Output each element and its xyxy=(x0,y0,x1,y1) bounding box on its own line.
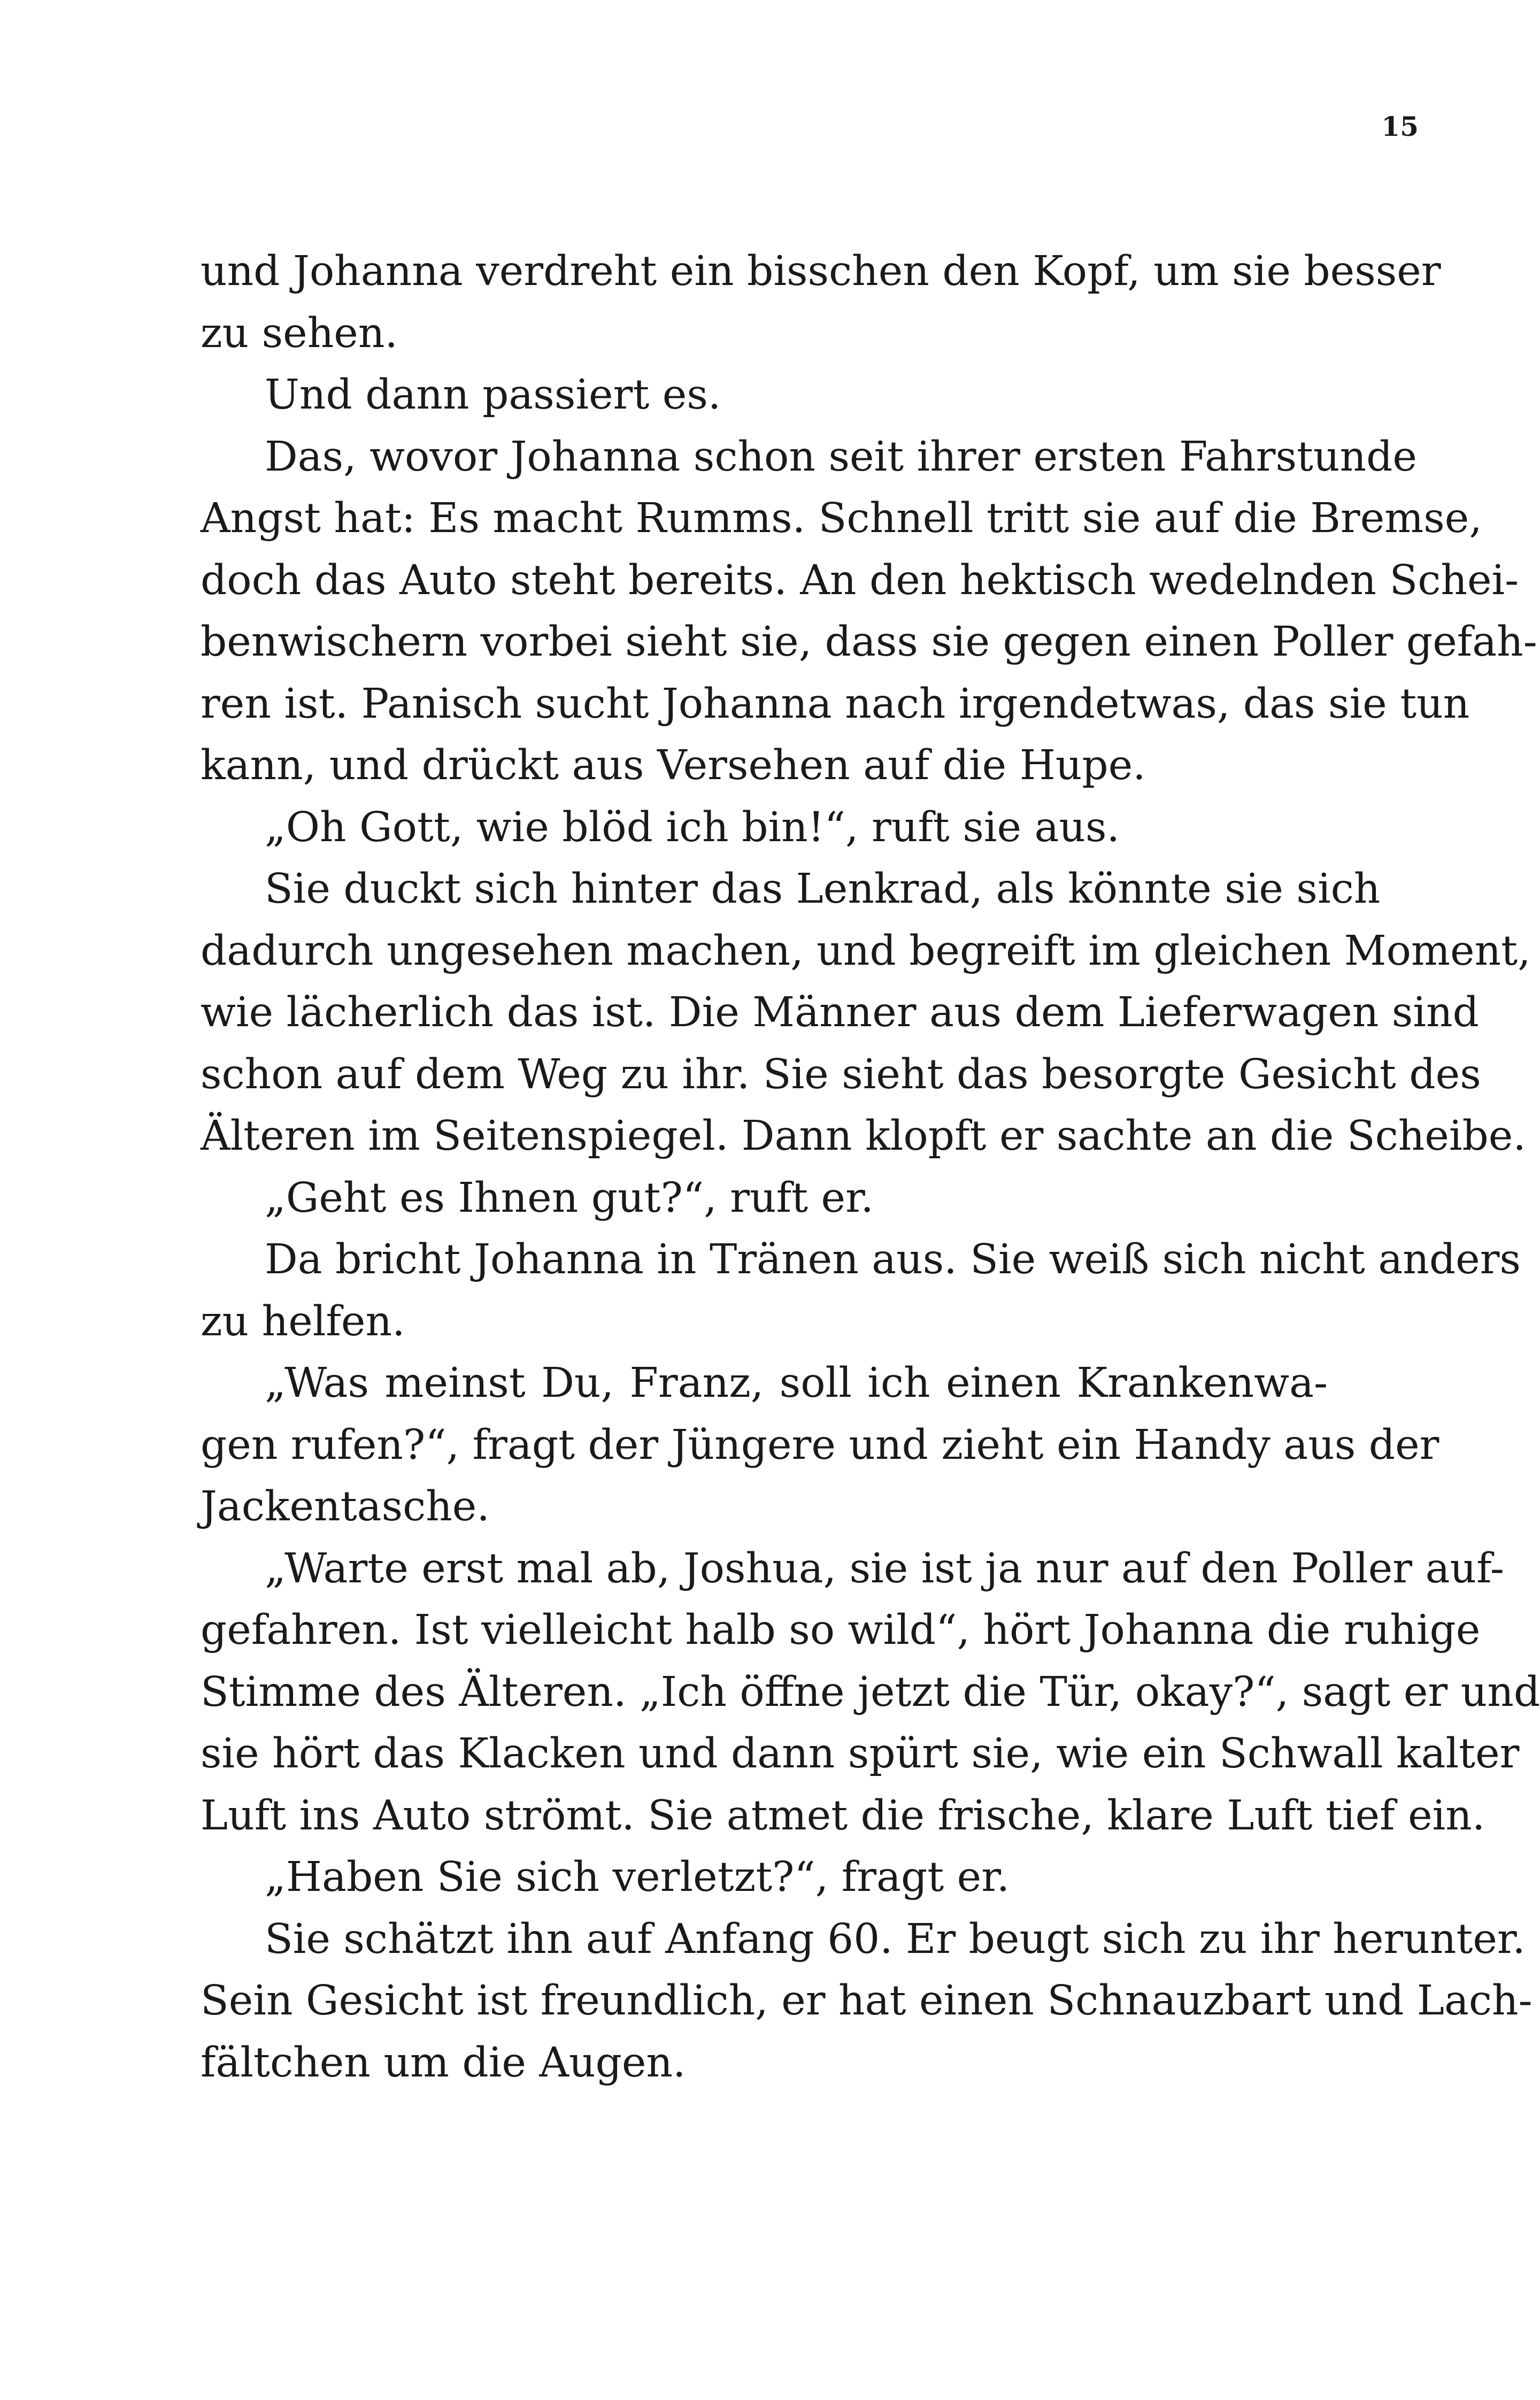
text-line: „Warte erst mal ab, Joshua, sie ist ja nur auf den Poller auf- xyxy=(265,1544,1504,1593)
text-line: Jackentasche. xyxy=(201,1483,490,1530)
text-line: fältchen um die Augen. xyxy=(201,2039,686,2087)
text-line: Stimme des Älteren. „Ich öffne jetzt die Tür, okay?“, sagt er und xyxy=(201,1668,1540,1716)
text-line: doch das Auto steht bereits. An den hektisch wedelnden Schei- xyxy=(201,556,1519,604)
text-line: kann, und drückt aus Versehen auf die Hupe. xyxy=(201,742,1146,789)
text-line: zu sehen. xyxy=(201,309,398,357)
text-line: Da bricht Johanna in Tränen aus. Sie weiß sich nicht anders xyxy=(265,1236,1521,1283)
text-line: Das, wovor Johanna schon seit ihrer ersten Fahrstunde xyxy=(265,433,1417,481)
text-line: Älteren im Seitenspiegel. Dann klopft er sachte an die Scheibe. xyxy=(201,1112,1526,1160)
text-line: sie hört das Klacken und dann spürt sie, wie ein Schwall kalter xyxy=(201,1730,1520,1778)
text-line: dadurch ungesehen machen, und begreift im gleichen Moment, xyxy=(201,927,1531,975)
text-line: Sie duckt sich hinter das Lenkrad, als könnte sie sich xyxy=(265,865,1381,913)
text-line: Und dann passiert es. xyxy=(265,371,721,419)
text-line: gefahren. Ist vielleicht halb so wild“, hört Johanna die ruhige xyxy=(201,1606,1481,1654)
text-line: ren ist. Panisch sucht Johanna nach irgendetwas, das sie tun xyxy=(201,680,1470,728)
text-line: schon auf dem Weg zu ihr. Sie sieht das besorgte Gesicht des xyxy=(201,1050,1481,1098)
text-line: und Johanna verdreht ein bisschen den Kopf, um sie besser xyxy=(201,248,1441,295)
text-line: benwischern vorbei sieht sie, dass sie gegen einen Poller gefah- xyxy=(201,618,1537,666)
text-line: Angst hat: Es macht Rumms. Schnell tritt sie auf die Bremse, xyxy=(201,495,1482,542)
text-line: Sie schätzt ihn auf Anfang 60. Er beugt sich zu ihr herunter. xyxy=(265,1915,1526,1963)
text-line: Sein Gesicht ist freundlich, er hat einen Schnauzbart und Lach- xyxy=(201,1977,1533,2025)
text-line: zu helfen. xyxy=(201,1297,405,1345)
text-line: „Haben Sie sich verletzt?“, fragt er. xyxy=(265,1853,1010,1901)
text-line: „Oh Gott, wie blöd ich bin!“, ruft sie aus. xyxy=(265,803,1120,851)
text-line: „Geht es Ihnen gut?“, ruft er. xyxy=(265,1174,874,1222)
text-line: wie lächerlich das ist. Die Männer aus dem Lieferwagen sind xyxy=(201,989,1479,1036)
text-line: Luft ins Auto strömt. Sie atmet die frische, klare Luft tief ein. xyxy=(201,1791,1485,1840)
text-line: gen rufen?“, fragt der Jüngere und zieht ein Handy aus der xyxy=(201,1421,1439,1469)
text-line: „Was meinst Du, Franz, soll ich einen Krankenwa- xyxy=(265,1359,1328,1407)
page-number: 15 xyxy=(1381,111,1419,142)
body-text xyxy=(201,241,1540,2094)
